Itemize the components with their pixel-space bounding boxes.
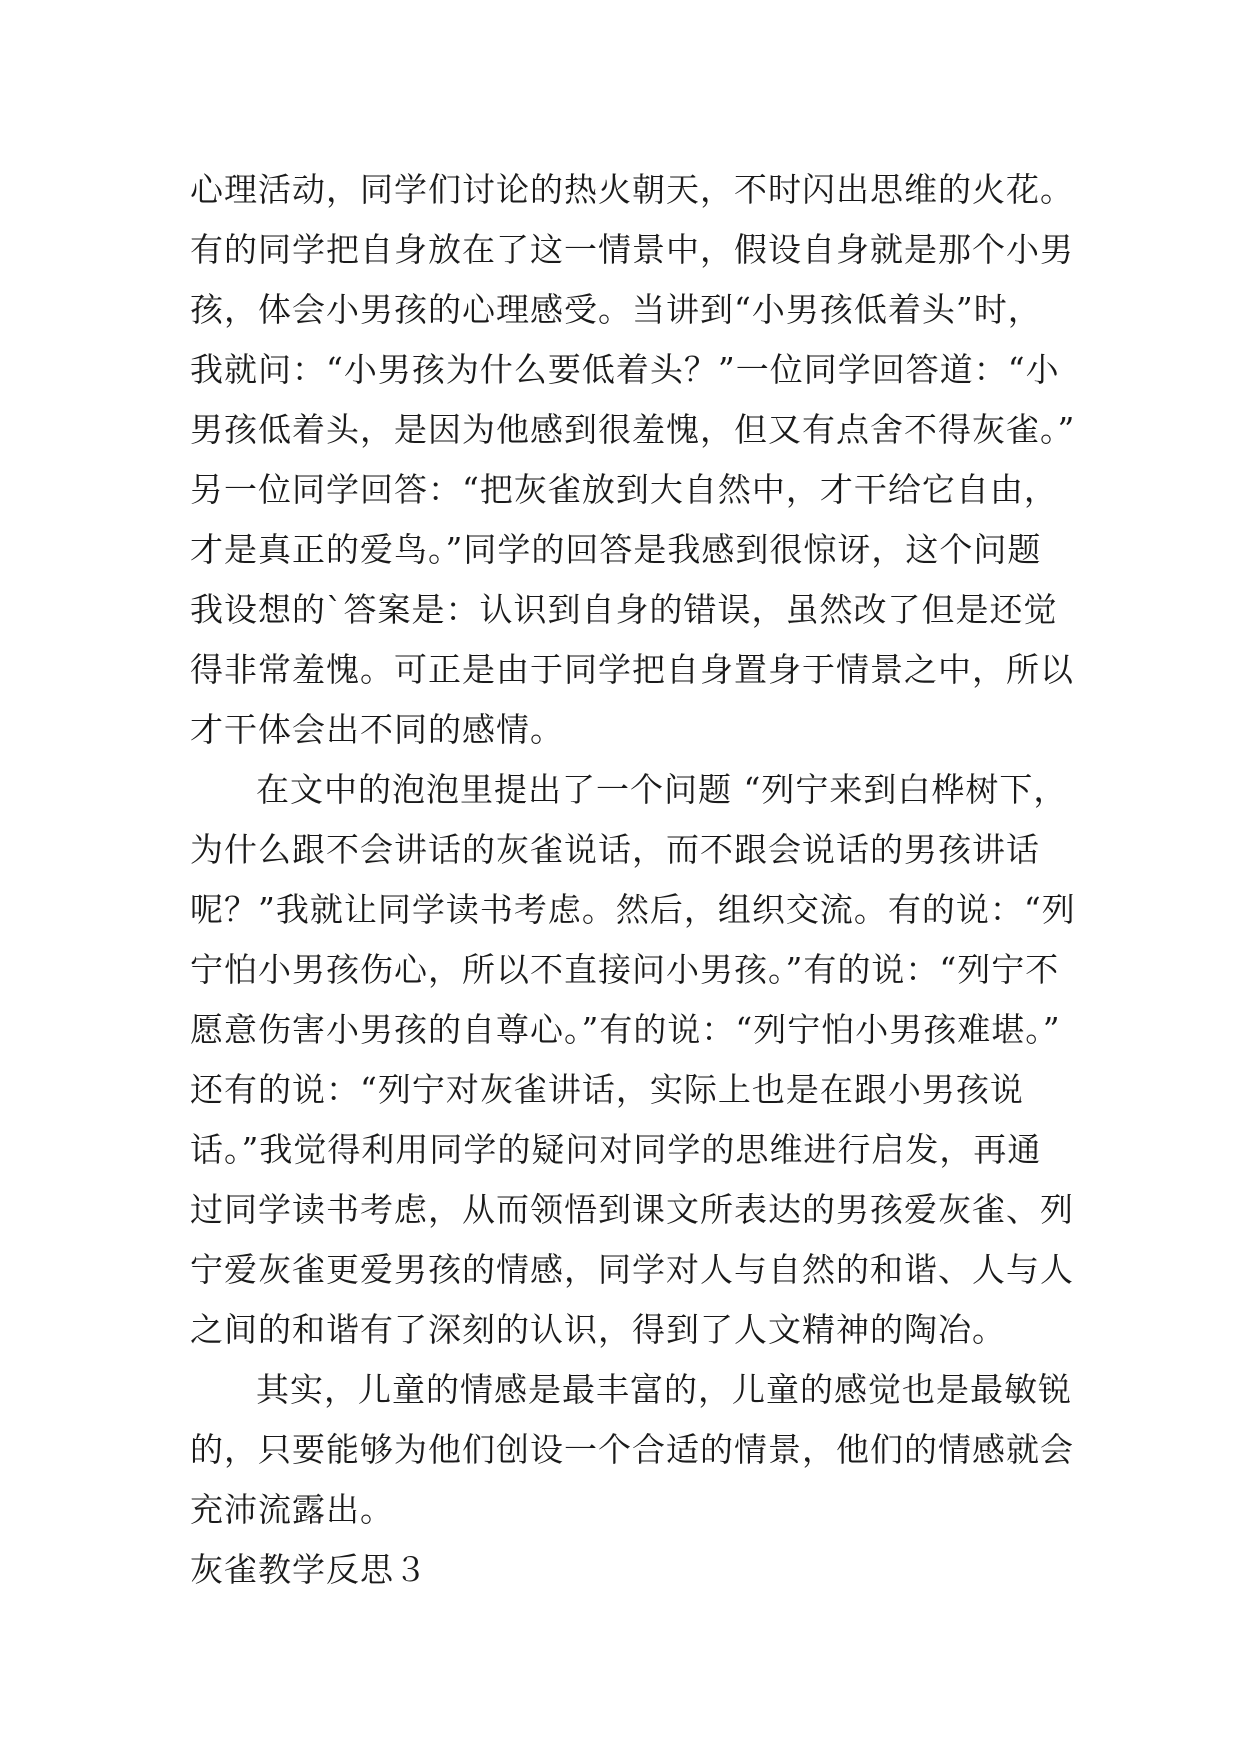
section-heading: 灰雀教学反思３	[190, 1550, 428, 1589]
text-line: 才是真正的爱鸟。”同学的回答是我感到很惊讶，这个问题	[190, 530, 1042, 569]
text-line: 宁爱灰雀更爱男孩的情感，同学对人与自然的和谐、人与人	[190, 1250, 1074, 1289]
text-line: 宁怕小男孩伤心，所以不直接问小男孩。”有的说：“列宁不	[190, 950, 1060, 989]
text-line: 为什么跟不会讲话的灰雀说话，而不跟会说话的男孩讲话	[190, 830, 1040, 869]
text-line: 有的同学把自身放在了这一情景中，假设自身就是那个小男	[190, 230, 1074, 269]
text-line: 呢？”我就让同学读书考虑。然后，组织交流。有的说：“列	[190, 890, 1076, 929]
document-body	[190, 160, 1076, 1600]
text-line: 的，只要能够为他们创设一个合适的情景，他们的情感就会	[190, 1430, 1074, 1469]
text-line: 男孩低着头，是因为他感到很羞愧，但又有点舍不得灰雀。”	[190, 410, 1076, 449]
text-line: 还有的说：“列宁对灰雀讲话，实际上也是在跟小男孩说	[190, 1070, 1024, 1109]
text-line: 充沛流露出。	[190, 1490, 394, 1529]
text-line: 孩，体会小男孩的心理感受。当讲到“小男孩低着头”时，	[190, 290, 1042, 329]
text-line: 我就问：“小男孩为什么要低着头？”一位同学回答道：“小	[190, 350, 1060, 389]
paragraph-1	[190, 160, 1076, 760]
text-line: 心理活动，同学们讨论的热火朝天，不时闪出思维的火花。	[190, 170, 1074, 209]
text-line: 话。”我觉得利用同学的疑问对同学的思维进行启发，再通	[190, 1130, 1042, 1169]
text-line: 其实，儿童的情感是最丰富的，儿童的感觉也是最敏锐	[256, 1370, 1072, 1409]
text-line: 在文中的泡泡里提出了一个问题 “列宁来到白桦树下，	[256, 770, 1068, 809]
text-line: 才干体会出不同的感情。	[190, 710, 564, 749]
text-line: 过同学读书考虑，从而领悟到课文所表达的男孩爱灰雀、列	[190, 1190, 1074, 1229]
text-line: 另一位同学回答：“把灰雀放到大自然中，才干给它自由，	[190, 470, 1058, 509]
text-line: 愿意伤害小男孩的自尊心。”有的说：“列宁怕小男孩难堪。”	[190, 1010, 1061, 1049]
paragraph-2	[190, 760, 1076, 1360]
text-line: 得非常羞愧。可正是由于同学把自身置身于情景之中，所以	[190, 650, 1074, 689]
text-line: 之间的和谐有了深刻的认识，得到了人文精神的陶冶。	[190, 1310, 1006, 1349]
text-line: 我设想的`答案是：认识到自身的错误，虽然改了但是还觉	[190, 590, 1058, 629]
paragraph-3	[190, 1360, 1074, 1540]
